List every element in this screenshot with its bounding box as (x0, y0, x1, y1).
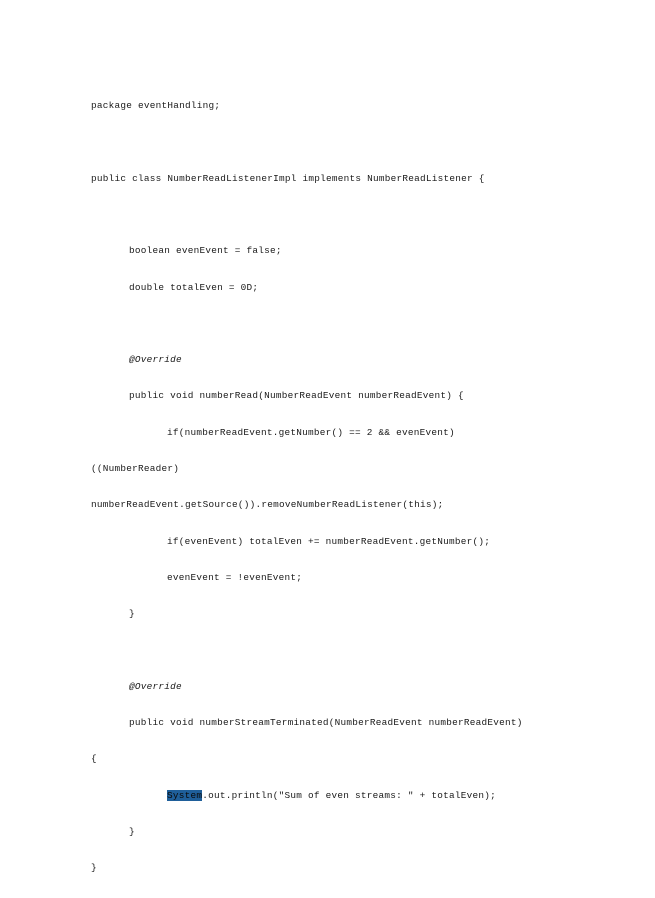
code-line-field-total-even: double totalEven = 0D; (129, 281, 259, 293)
code-line-open-brace: { (91, 753, 97, 765)
code-line-toggle: evenEvent = !evenEvent; (167, 571, 303, 583)
code-line-blank (91, 318, 523, 330)
code-line-class-declaration: public class NumberReadListenerImpl implements NumberReadListener { (91, 172, 485, 184)
code-line-stream-terminated-signature: public void numberStreamTerminated(NumberReadEvent numberReadEvent) (129, 716, 523, 728)
code-line-package: package eventHandling; (91, 100, 221, 112)
code-line-remove-listener: numberReadEvent.getSource()).removeNumberReadListener(this); (91, 499, 444, 511)
code-line-blank (91, 209, 523, 221)
code-line-if-condition: if(numberReadEvent.getNumber() == 2 && evenEvent) (167, 426, 455, 438)
code-line-override-annotation: @Override (129, 680, 182, 692)
selected-text-system[interactable]: System (167, 789, 203, 801)
code-line-number-read-signature: public void numberRead(NumberReadEvent numberReadEvent) { (129, 390, 464, 402)
code-line-println (91, 790, 523, 802)
code-line-close-brace: } (129, 825, 135, 837)
code-text-println-rest: .out.println("Sum of even streams: " + totalEven); (202, 789, 497, 801)
code-line-close-brace: } (129, 608, 135, 620)
code-line-field-even-event: boolean evenEvent = false; (129, 245, 282, 257)
code-line-cast: ((NumberReader) (91, 463, 180, 474)
code-line-blank (91, 644, 523, 656)
code-line-close-class-brace: } (91, 862, 97, 874)
code-line-override-annotation: @Override (129, 354, 182, 366)
code-line-blank (91, 136, 523, 148)
java-code-listing (91, 76, 523, 898)
code-line-accumulate: if(evenEvent) totalEven += numberReadEvent.getNumber(); (167, 535, 491, 547)
